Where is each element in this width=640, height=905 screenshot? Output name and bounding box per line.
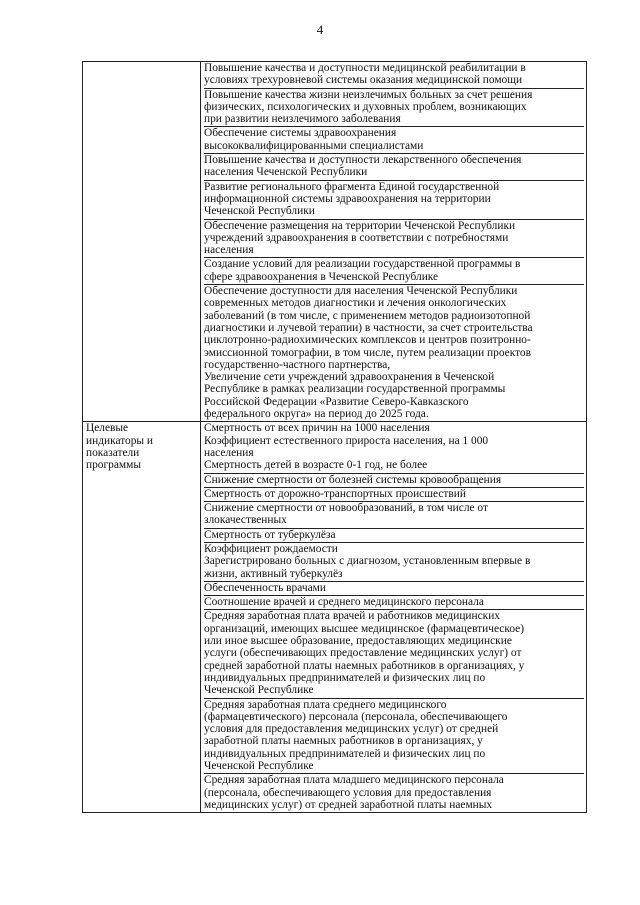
indicator-item: Снижение смертности от болезней системы кровообращения <box>204 473 584 487</box>
indicator-item: Средняя заработная плата среднего медицинского (фармацевтического) персонала (персонала, обеспечивающего условия для предоставления медицинских услуг) от средней заработной платы наемных работников в организациях, у индивидуальных предпринимателей и физических лиц по Чеченской Республике <box>204 698 584 774</box>
goal-item: Развитие регионального фрагмента Единой государственной информационной системы здравоохранения на территории Чеченской Республики <box>204 180 584 219</box>
goal-item: Обеспечение системы здравоохранения высококвалифицированными специалистами <box>204 126 584 153</box>
goal-item: Повышение качества и доступности лекарственного обеспечения населения Чеченской Республики <box>204 153 584 180</box>
indicators-list-cell <box>201 422 587 813</box>
indicator-item: Соотношение врачей и среднего медицинского персонала <box>204 595 584 609</box>
indicator-item: Смертность от всех причин на 1000 населения Коэффициент естественного прироста населения, на 1 000 населения Смертность детей в возрасте 0-1 год, не более <box>204 422 489 472</box>
indicators-label-cell <box>83 422 201 813</box>
indicators-label: Целевые индикаторы и показатели программы <box>86 422 154 472</box>
goals-row <box>83 62 587 422</box>
indicators-row <box>83 422 587 813</box>
goal-item: Повышение качества жизни неизлечимых больных за счет решения физических, психологических и духовных проблем, возникающих при развитии неизлечимого заболевания <box>204 88 584 127</box>
goal-item: Обеспечение доступности для населения Чеченской Республики современных методов диагностики и лечения онкологических заболеваний (в том числе, с применением методов радиоизотопной диагностики и лучевой терапии) в частности, за счет строительства циклотронно-радиохимических комплексов и центров позитронно- эмиссионной томографии, в том числе, путем реализации проектов государственно-частного партнерства, Увеличение сети учреждений здравоохранения в Чеченской Республике в рамках реализации государственной программы Российской Федерации «Развитие Северо-Кавказского федерального округа» на период до 2025 года. <box>204 284 584 421</box>
indicator-item: Средняя заработная плата врачей и работников медицинских организаций, имеющих высшее медицинское (фармацевтическое) или иное высшее образование, предоставляющих медицинские услуги (обеспечивающих предоставление медицинских услуг) от средней заработной платы наемных работников в организациях, у индивидуальных предпринимателей и физических лиц по Чеченской Республике <box>204 609 584 697</box>
goals-list-cell <box>201 62 587 422</box>
goals-label-cell <box>83 62 201 422</box>
goal-item: Создание условий для реализации государственной программы в сфере здравоохранения в Чеченской Республике <box>204 257 584 284</box>
indicator-item: Средняя заработная плата младшего медицинского персонала (персонала, обеспечивающего условия для предоставления медицинских услуг) от средней заработной платы наемных <box>204 773 584 812</box>
indicator-item: Обеспеченность врачами <box>204 581 584 595</box>
program-passport-table <box>82 61 587 813</box>
indicator-item: Смертность от дорожно-транспортных происшествий <box>204 487 584 501</box>
indicator-item: Смертность от туберкулёза <box>204 528 584 542</box>
indicator-item: Коэффициент рождаемости Зарегистрировано больных с диагнозом, установленным впервые в жизни, активный туберкулёз <box>204 542 584 581</box>
page-number: 4 <box>316 22 324 37</box>
indicator-item: Снижение смертности от новообразований, в том числе от злокачественных <box>204 501 584 528</box>
goal-item: Обеспечение размещения на территории Чеченской Республики учреждений здравоохранения в соответствии с потребностями населения <box>204 219 584 258</box>
goal-item: Повышение качества и доступности медицинской реабилитации в условиях трехуровневой системы оказания медицинской помощи <box>204 62 526 87</box>
